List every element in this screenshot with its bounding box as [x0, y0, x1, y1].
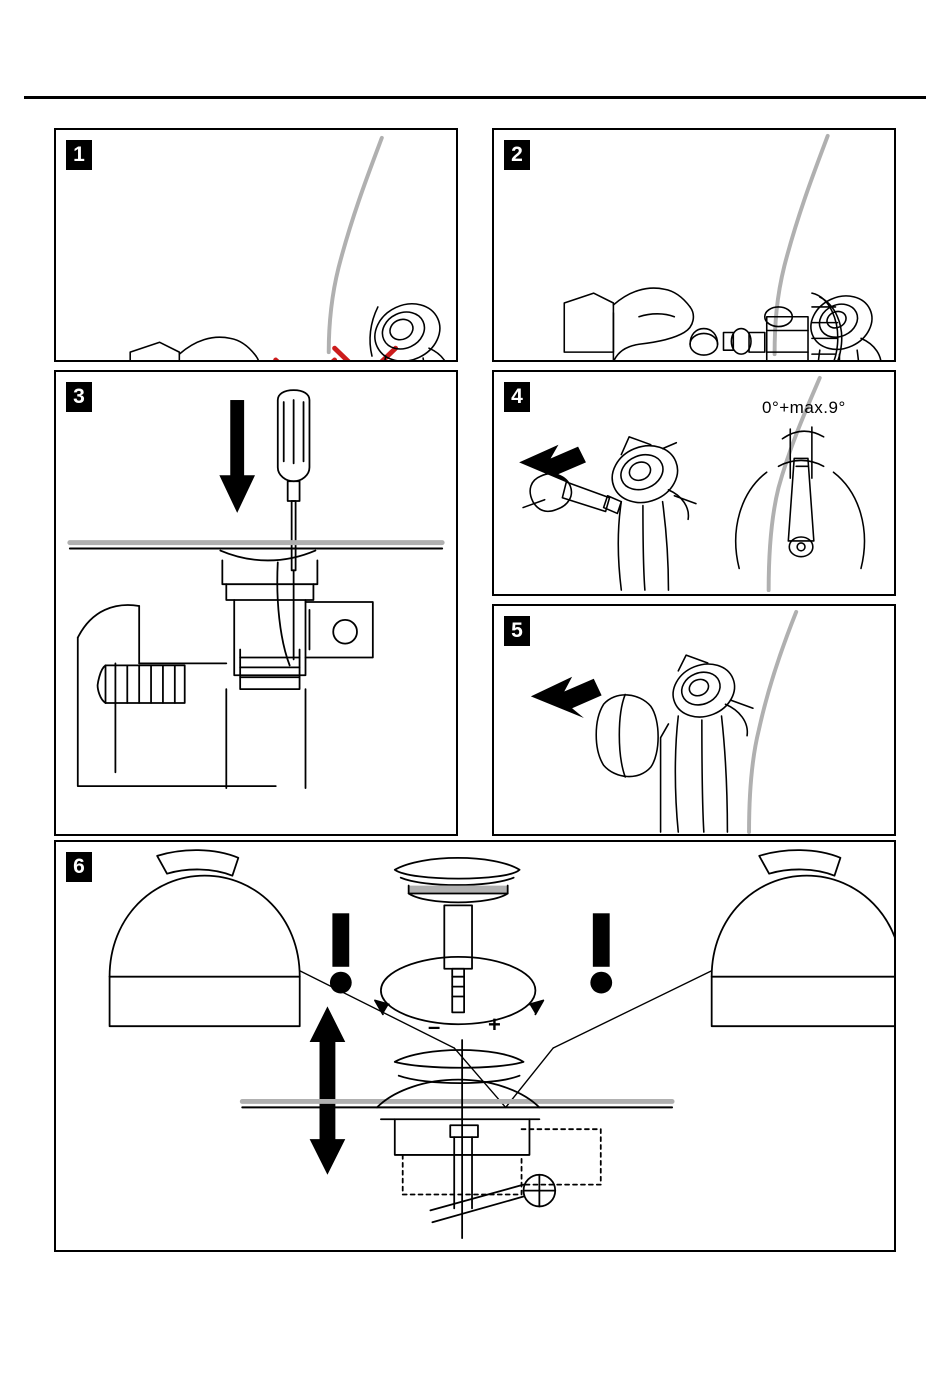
step-number-badge-2: 2 [504, 140, 530, 170]
step-2-illustration [494, 130, 894, 360]
step-number-badge-6: 6 [66, 852, 92, 882]
step-number-badge-5: 5 [504, 616, 530, 646]
step-number-badge-4: 4 [504, 382, 530, 412]
step-3-illustration [56, 372, 456, 834]
step-1-illustration [56, 130, 456, 360]
step-number-badge-3: 3 [66, 382, 92, 412]
down-arrow [219, 400, 255, 513]
step-6-illustration [56, 842, 894, 1250]
push-arrow [519, 445, 586, 484]
step-panel-3 [54, 370, 458, 836]
step-panel-5 [492, 604, 896, 836]
step-5-illustration [494, 606, 894, 834]
step-panel-6 [54, 840, 896, 1252]
step-panel-2 [492, 128, 896, 362]
step-panel-4 [492, 370, 896, 596]
step-number-badge-1: 1 [66, 140, 92, 170]
header-rule [24, 96, 926, 99]
angle-label: 0°+max.9° [762, 398, 846, 417]
up-down-arrow [310, 1006, 346, 1174]
minus-sign: – [428, 1014, 441, 1039]
warning-marks [330, 913, 612, 993]
step-panel-1 [54, 128, 458, 362]
push-arrow [531, 677, 602, 718]
plus-sign: + [488, 1012, 501, 1037]
